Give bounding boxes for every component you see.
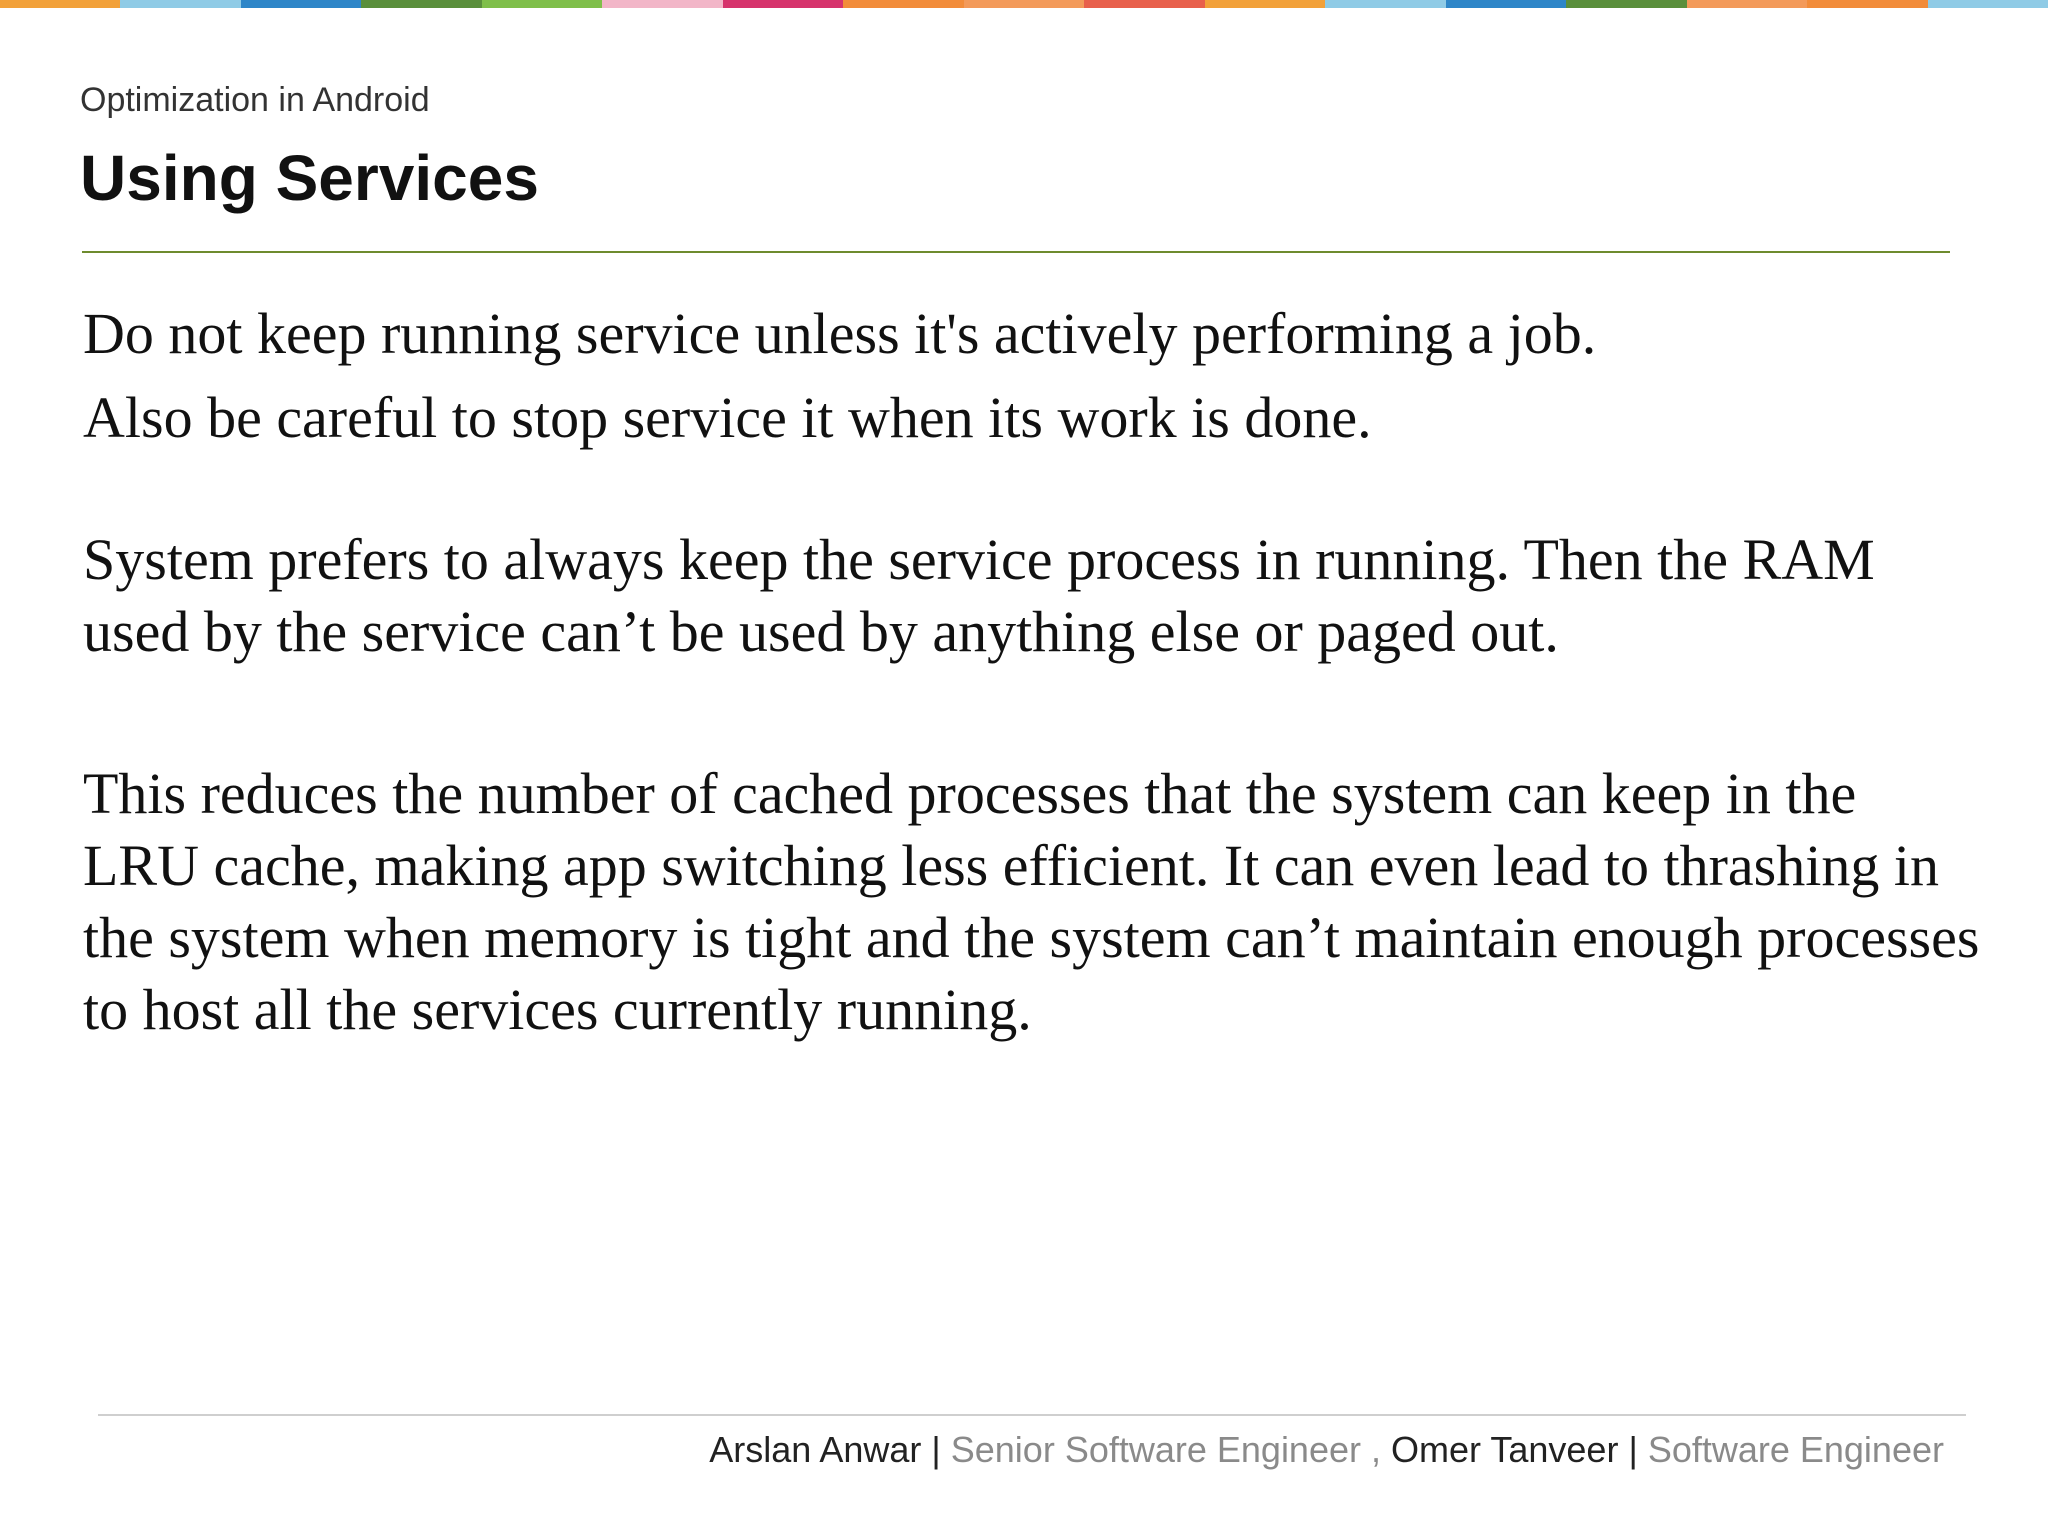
color-strip-segment [964,0,1084,8]
slide-title: Using Services [80,142,539,214]
paragraph-1 [83,292,1983,460]
paragraph-1-line-1: Do not keep running service unless it's actively performing a job. [83,301,1597,366]
color-strip-segment [120,0,240,8]
color-strip-segment [1205,0,1325,8]
color-strip-segment [241,0,361,8]
footer-divider [98,1414,1966,1416]
color-strip-segment [1807,0,1927,8]
color-strip-segment [1446,0,1566,8]
color-strip-segment [1687,0,1807,8]
color-strip-segment [1928,0,2048,8]
paragraph-3: This reduces the number of cached processes that the system can keep in the LRU cache, making app switching less efficient. It can even lead to thrashing in the system when memory is tight and the system can’t maintain enough processes to host all the services currently running. [83,761,1980,1042]
footer-credits [709,1428,1944,1472]
color-strip-segment [0,0,120,8]
author-1-role: Senior Software Engineer [950,1429,1361,1470]
slide-subtitle: Optimization in Android [80,81,430,119]
author-2-name: Omer Tanveer [1391,1429,1619,1470]
author-2-role: Software Engineer [1647,1429,1944,1470]
paragraph-2: System prefers to always keep the service process in running. Then the RAM used by the service can’t be used by anything else or paged out. [83,527,1875,664]
color-strip-segment [723,0,843,8]
slide-body [83,292,1983,1046]
color-strip [0,0,2048,8]
authors-joiner: , [1361,1429,1392,1470]
color-strip-segment [602,0,722,8]
color-strip-segment [361,0,481,8]
color-strip-segment [482,0,602,8]
color-strip-segment [1084,0,1204,8]
paragraph-1-line-2: Also be careful to stop service it when its work is done. [83,385,1372,450]
color-strip-segment [1325,0,1445,8]
color-strip-segment [1566,0,1686,8]
separator-1: | [921,1429,951,1470]
title-divider [82,251,1950,253]
color-strip-segment [843,0,963,8]
separator-2: | [1618,1429,1648,1470]
author-1-name: Arslan Anwar [709,1429,922,1470]
